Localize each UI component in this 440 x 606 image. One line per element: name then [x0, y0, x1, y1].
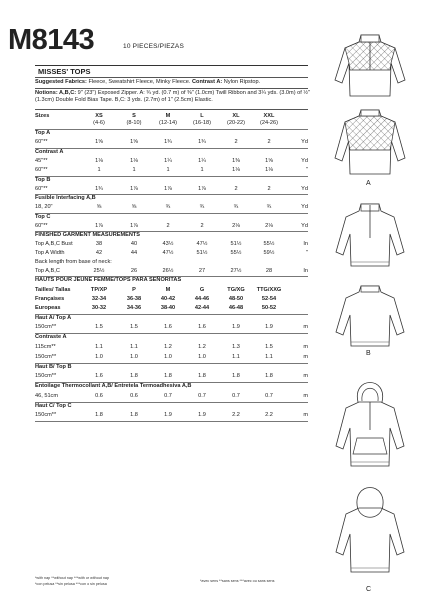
- row-label: Contraste A: [35, 334, 67, 340]
- view-c-label: C: [366, 586, 372, 593]
- row-label: 60"**: [35, 185, 48, 192]
- row-label: 18, 20": [35, 204, 53, 210]
- row-label: Top B: [35, 176, 51, 183]
- europeas-label: Europeas: [35, 304, 61, 311]
- table-cell: 26: [130, 268, 138, 274]
- row-label: 150cm**: [35, 373, 57, 379]
- row-label: Back length from base of neck:: [35, 259, 112, 265]
- table-cell: 1⅞: [164, 185, 172, 192]
- table-row: [35, 158, 310, 168]
- table-row: [35, 403, 310, 413]
- garment-b-back-illustration: [330, 282, 410, 352]
- table-cell: 55½: [263, 241, 275, 247]
- unit-label: m: [303, 353, 308, 360]
- unit-label: m: [303, 343, 308, 350]
- table-cell: 0.6: [130, 392, 138, 399]
- table-cell: 1: [166, 167, 170, 173]
- table-cell: 1⅞: [198, 185, 206, 192]
- taille-column: G: [199, 286, 205, 293]
- table-cell: 1¾: [95, 185, 103, 192]
- table-cell: 1.8: [198, 373, 206, 379]
- francaise-size: 44-46: [194, 295, 210, 302]
- row-label: 60"**: [35, 139, 48, 145]
- row-label: Top A Width: [35, 250, 65, 256]
- garment-c-back-illustration: [330, 478, 410, 580]
- table-cell: 51½: [196, 250, 208, 256]
- row-label: 45"**: [35, 157, 48, 164]
- table-cell: 1.9: [164, 412, 172, 418]
- table-cell: 2: [200, 222, 204, 229]
- table-cell: 1⅞: [95, 222, 103, 229]
- table-cell: 1.0: [198, 353, 206, 360]
- table-cell: ¾: [233, 204, 239, 210]
- europea-size: 46-48: [228, 304, 244, 311]
- table-cell: 1.5: [95, 324, 103, 330]
- table-cell: 1⅛: [130, 157, 138, 164]
- table-cell: 1.1: [265, 353, 273, 360]
- table-cell: 1¼: [164, 157, 172, 164]
- row-label: Top A,B,C: [35, 268, 60, 274]
- footnote-spanish: *con pelusa **sin pelusa ***con o sin pelusa: [35, 582, 107, 586]
- table-cell: 1.8: [130, 412, 138, 418]
- table-cell: 25½: [93, 268, 105, 274]
- unit-label: m: [303, 373, 308, 379]
- table-cell: 40: [130, 241, 138, 247]
- row-label: 60"**: [35, 167, 48, 173]
- table-cell: 1.1: [232, 353, 240, 360]
- taille-column: TTG/XXG: [256, 286, 282, 293]
- tailles-label: Tailles/ Tallas: [35, 286, 71, 293]
- table-cell: 2⅛: [265, 222, 273, 229]
- fabrics-text: Fleece, Sweatshirt Fleece, Minky Fleece.: [86, 79, 192, 85]
- row-label: Fusible Interfacing A,B: [35, 195, 96, 201]
- fabrics-note: [35, 79, 310, 86]
- section-title: MISSES' TOPS: [38, 67, 91, 76]
- table-cell: 2.2: [265, 412, 273, 418]
- table-cell: 1¾: [198, 139, 206, 145]
- table-cell: ¾: [165, 204, 171, 210]
- table-cell: 1.1: [95, 343, 103, 350]
- europea-size: 34-36: [126, 304, 142, 311]
- table-cell: 1¾: [164, 139, 172, 145]
- table-cell: 0.7: [198, 392, 206, 399]
- finished-heading: FINISHED GARMENT MEASUREMENTS: [35, 232, 141, 238]
- row-label: Top A: [35, 130, 51, 136]
- table-cell: 1.5: [265, 343, 273, 350]
- view-b-label: B: [366, 350, 371, 357]
- row-label: Contrast A: [35, 148, 64, 155]
- table-cell: 1⅝: [95, 139, 103, 145]
- francaise-size: 48-50: [228, 295, 244, 302]
- notions-note: [35, 90, 310, 104]
- row-label: Entoilage Thermocollant A,B/ Entretela Termoadhesiva A,B: [35, 383, 192, 389]
- table-cell: 1.8: [232, 373, 240, 379]
- unit-label: m: [303, 392, 308, 399]
- size-range: (12-14): [158, 120, 178, 126]
- fabrics-label: Suggested Fabrics:: [35, 79, 87, 85]
- table-cell: 2: [267, 139, 271, 145]
- francaise-size: 36-38: [126, 295, 142, 302]
- size-column-header: XS: [95, 113, 103, 119]
- table-cell: 59½: [263, 250, 275, 256]
- taille-column: TP/XP: [90, 286, 108, 293]
- table-row: [35, 364, 310, 374]
- divider: [35, 88, 308, 89]
- table-cell: 0.7: [232, 392, 240, 399]
- notions-label: Notions: A,B,C:: [35, 90, 77, 96]
- table-cell: 2: [166, 222, 170, 229]
- table-cell: 1: [97, 167, 101, 173]
- table-cell: 1: [132, 167, 136, 173]
- table-cell: ¾: [199, 204, 205, 210]
- row-label: Top A,B,C Bust: [35, 241, 73, 247]
- table-cell: 2: [234, 185, 238, 192]
- sizes-label: Sizes: [35, 113, 50, 119]
- row-label: Top C: [35, 213, 51, 220]
- row-label: Haut C/ Top C: [35, 402, 72, 409]
- row-label: 150cm**: [35, 412, 57, 418]
- size-range: (8-10): [126, 120, 142, 126]
- size-range: (24-26): [259, 120, 279, 126]
- size-column-header: M: [165, 113, 171, 119]
- divider: [35, 77, 308, 78]
- view-a-label: A: [366, 180, 371, 187]
- garment-a-front-illustration: [328, 30, 412, 102]
- table-cell: 38: [95, 241, 103, 247]
- table-cell: 1.8: [164, 373, 172, 379]
- table-cell: 1.5: [130, 324, 138, 330]
- table-cell: 1⅞: [130, 222, 138, 229]
- size-range: (16-18): [192, 120, 212, 126]
- table-cell: 1⅛: [95, 157, 103, 164]
- table-cell: 1.9: [232, 324, 240, 330]
- size-range: (20-22): [226, 120, 246, 126]
- size-column-header: L: [200, 113, 204, 119]
- table-cell: 1.6: [95, 373, 103, 379]
- francaise-size: 40-42: [160, 295, 176, 302]
- table-cell: 1.9: [265, 324, 273, 330]
- table-rule: [35, 421, 308, 422]
- pattern-number: M8143: [8, 24, 95, 56]
- unit-label: In: [303, 268, 308, 274]
- garment-b-front-illustration: [330, 200, 410, 274]
- table-cell: 1.3: [232, 343, 240, 350]
- table-cell: 1.8: [95, 412, 103, 418]
- table-cell: 42: [95, 250, 103, 256]
- table-cell: 1⅝: [265, 157, 273, 164]
- contrast-label: Contrast A:: [192, 79, 223, 85]
- table-cell: ⅝: [131, 204, 137, 210]
- table-cell: 1⅞: [130, 185, 138, 192]
- table-cell: 2: [267, 185, 271, 192]
- size-column-header: S: [132, 113, 136, 119]
- table-cell: 1.0: [164, 353, 172, 360]
- table-cell: 0.7: [265, 392, 273, 399]
- garment-a-back-illustration: [328, 106, 412, 182]
- francaises-label: Françaises: [35, 295, 65, 302]
- table-cell: 43½: [162, 241, 174, 247]
- unit-label: ": [306, 167, 308, 173]
- table-cell: 51½: [230, 241, 242, 247]
- table-cell: 26½: [162, 268, 174, 274]
- table-cell: 1¼: [198, 157, 206, 164]
- table-cell: 1: [200, 167, 204, 173]
- footnote-french: *avec sens **sans sens ***avec ou sans sens: [200, 579, 275, 583]
- table-cell: ⅝: [96, 204, 102, 210]
- table-cell: 0.6: [95, 392, 103, 399]
- table-row: [35, 334, 310, 344]
- size-range: (4-6): [93, 120, 105, 126]
- table-cell: 1.2: [164, 343, 172, 350]
- row-label: 150cm**: [35, 324, 57, 330]
- table-row: [35, 344, 310, 354]
- table-cell: 55½: [230, 250, 242, 256]
- europea-size: 38-40: [160, 304, 176, 311]
- unit-label: Yd: [301, 157, 308, 164]
- unit-label: m: [303, 324, 308, 330]
- row-label: Haut B/ Top B: [35, 363, 72, 370]
- unit-label: Yd: [301, 204, 308, 210]
- spanish-heading-row: [35, 277, 310, 287]
- row-label: 115cm**: [35, 343, 56, 350]
- table-cell: 1⅝: [130, 139, 138, 145]
- row-label: Haut A/ Top A: [35, 314, 72, 321]
- unit-label: Yd: [301, 139, 308, 145]
- francaise-size: 52-54: [261, 295, 277, 302]
- size-column-header: XL: [232, 113, 240, 119]
- table-cell: 27: [198, 268, 206, 274]
- row-label: 60"**: [35, 222, 48, 229]
- table-cell: 1.0: [95, 353, 103, 360]
- table-cell: 2⅛: [232, 222, 240, 229]
- unit-label: In: [303, 241, 308, 247]
- title-rule: [35, 65, 308, 66]
- row-label: 46, 51cm: [35, 392, 59, 399]
- taille-column: M: [165, 286, 171, 293]
- table-cell: 27½: [230, 268, 242, 274]
- table-cell: 1.2: [198, 343, 206, 350]
- table-cell: 1.6: [198, 324, 206, 330]
- table-cell: 1.8: [130, 373, 138, 379]
- row-label: 150cm**: [35, 353, 57, 360]
- table-cell: 28: [265, 268, 273, 274]
- europea-size: 50-52: [261, 304, 277, 311]
- table-cell: 47½: [196, 241, 208, 247]
- table-cell: 1.0: [130, 353, 138, 360]
- table-cell: 47½: [162, 250, 174, 256]
- size-column-header: XXL: [263, 113, 275, 119]
- unit-label: Yd: [301, 222, 308, 229]
- notions-text: 9" (23") Exposed Zipper. A: ¾ yd. (0.7 m) of ⅜" (1.0cm) Twill Ribbon and 3¼ yds. (3.0m) of ½" (1.3cm) Double Fold Bias Tape. B,C: 3 yds. (2.7m) of 1" (2.5cm) Elastic.: [35, 90, 310, 104]
- piece-count: 10 PIECES/PIEZAS: [123, 43, 185, 50]
- table-row: [35, 383, 310, 393]
- table-cell: 1.1: [130, 343, 138, 350]
- unit-label: ": [306, 250, 308, 256]
- table-cell: 1⅛: [265, 167, 273, 173]
- table-cell: 2: [234, 139, 238, 145]
- unit-label: Yd: [301, 185, 308, 192]
- divider: [35, 109, 308, 110]
- table-cell: 0.7: [164, 392, 172, 399]
- taille-column: P: [132, 286, 136, 293]
- table-cell: 1.8: [265, 373, 273, 379]
- contrast-text: Nylon Ripstop.: [222, 79, 261, 85]
- table-cell: 1.6: [164, 324, 172, 330]
- footnote-english: *with nap **without nap ***with or without nap: [35, 576, 110, 580]
- taille-column: TG/XG: [227, 286, 245, 293]
- europea-size: 42-44: [194, 304, 210, 311]
- unit-label: m: [303, 412, 308, 418]
- table-cell: 1⅛: [232, 167, 240, 173]
- francaise-size: 32-34: [91, 295, 107, 302]
- table-cell: 1.9: [198, 412, 206, 418]
- table-cell: 1⅜: [232, 157, 240, 164]
- europea-size: 30-32: [91, 304, 107, 311]
- spanish-heading: HAUTS POUR JEUNE FEMME/TOPS PARA SEÑORITAS: [35, 277, 182, 283]
- table-cell: 2.2: [232, 412, 240, 418]
- garment-c-front-illustration: [330, 372, 410, 474]
- table-row: [35, 315, 310, 325]
- table-cell: 44: [130, 250, 138, 256]
- table-cell: ¾: [266, 204, 272, 210]
